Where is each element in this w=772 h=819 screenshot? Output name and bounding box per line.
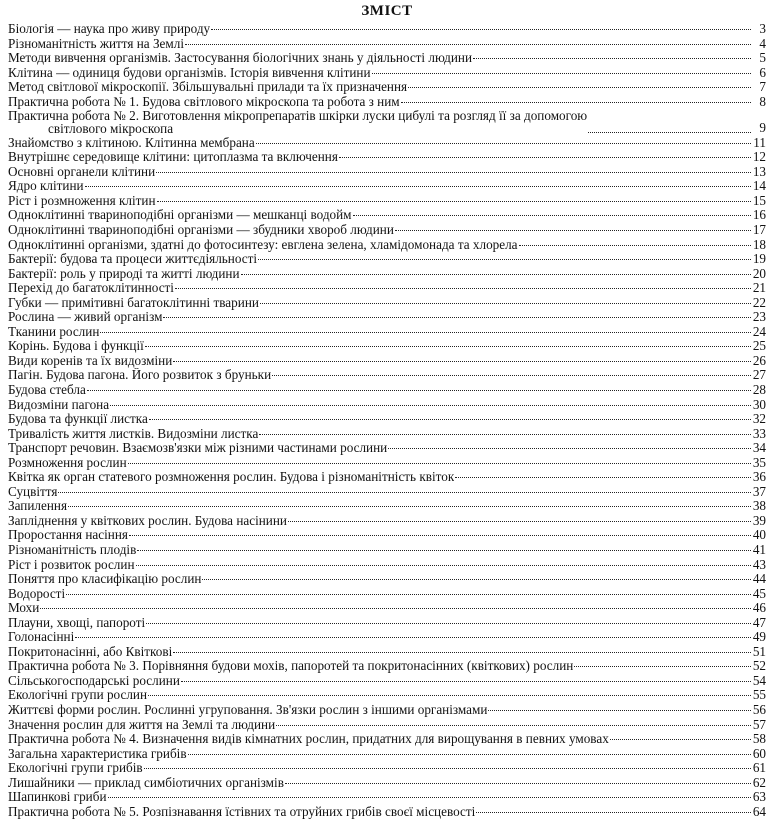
toc-entry-page-number: 30	[752, 396, 766, 412]
toc-entry-title-line: Сільськогосподарські рослини	[8, 673, 180, 688]
toc-entry-title-line: Тривалість життя листків. Видозміни листка	[8, 426, 259, 441]
toc-entry-page-number: 9	[759, 120, 766, 136]
toc-entry	[8, 732, 766, 747]
toc-entry	[8, 499, 766, 514]
toc-entry-title	[8, 747, 187, 762]
toc-entry	[8, 165, 766, 180]
toc-entry-title	[8, 441, 387, 456]
toc-entry	[8, 616, 766, 631]
dot-leader	[156, 171, 751, 173]
toc-entry	[8, 339, 766, 354]
toc-entry-page-number: 20	[752, 265, 766, 281]
toc-entry-title-line: Губки — примітивні багатоклітинні тварини	[8, 295, 259, 310]
toc-entry	[8, 572, 766, 587]
toc-entry-title-line: Біологія — наука про живу природу	[8, 22, 211, 36]
toc-entry-title	[8, 194, 156, 209]
dot-leader	[136, 564, 751, 566]
toc-entry-title	[8, 630, 74, 645]
toc-entry-title	[8, 805, 475, 819]
toc-entry-title-line: Пагін. Будова пагона. Його розвиток з бруньки	[8, 368, 272, 383]
toc-entry-page-number: 51	[752, 643, 766, 659]
toc-entry-title-line: Запліднення у квіткових рослин. Будова насінини	[8, 513, 287, 528]
toc-entry-title-line: Практична робота № 5. Розпізнавання їстівних та отруйних грибів своєї місцевості	[8, 804, 476, 819]
dot-leader	[519, 244, 751, 246]
toc-entry	[8, 790, 766, 805]
toc-entry-title-line: Одноклітинні організми, здатні до фотосинтезу: евглена зелена, хламідомонада та хлорела	[8, 237, 518, 252]
toc-entry-title-line: Практична робота № 1. Будова світлового мікроскопа та робота з ним	[8, 94, 400, 109]
toc-entry-title-line: Покритонасінні, або Квіткові	[8, 644, 173, 659]
dot-leader	[241, 273, 751, 275]
toc-entry-title-line: Практична робота № 4. Визначення видів кімнатних рослин, придатних для вирощування в певних умовах	[8, 732, 609, 747]
toc-entry-page-number: 4	[759, 35, 766, 51]
toc-entry-title	[8, 587, 65, 602]
toc-entry	[8, 747, 766, 762]
toc-entry-title-line: Значення рослин для життя на Землі та людини	[8, 717, 276, 732]
toc-entry-title	[8, 150, 338, 165]
toc-entry	[8, 252, 766, 267]
toc-entry-page-number: 52	[752, 658, 766, 674]
toc-entry-page-number: 47	[752, 614, 766, 630]
toc-entry-page-number: 3	[759, 21, 766, 36]
dot-leader	[473, 57, 751, 59]
toc-entry-page-number: 35	[752, 454, 766, 470]
toc-entry	[8, 223, 766, 238]
dot-leader	[256, 142, 751, 144]
toc-entry-title	[8, 51, 472, 66]
toc-entry-title	[8, 688, 147, 703]
dot-leader	[137, 549, 751, 551]
toc-entry-title	[8, 470, 454, 485]
toc-entry-title	[8, 80, 407, 95]
toc-entry-page-number: 33	[752, 425, 766, 441]
toc-entry-title	[8, 179, 84, 194]
toc-entry	[8, 267, 766, 282]
toc-entry-title-line: Ріст і розвиток рослин	[8, 557, 135, 572]
toc-entry-title-line: Мохи	[8, 601, 40, 616]
dot-leader	[149, 418, 751, 420]
toc-entry	[8, 310, 766, 325]
toc-entry-page-number: 41	[752, 542, 766, 557]
toc-entry-title	[8, 136, 255, 151]
dot-leader	[175, 287, 751, 289]
toc-entry-title	[8, 558, 135, 573]
dot-leader	[401, 101, 751, 103]
dot-leader	[146, 622, 751, 624]
dot-leader	[75, 636, 751, 638]
dot-leader	[408, 86, 751, 88]
toc-entry	[8, 703, 766, 718]
toc-entry-title	[8, 368, 271, 383]
toc-entry-title	[8, 310, 162, 325]
dot-leader	[100, 331, 751, 333]
toc-entry-title	[8, 499, 67, 514]
toc-entry	[8, 587, 766, 602]
toc-entry-title	[8, 296, 259, 311]
toc-entry-title	[8, 543, 136, 558]
dot-leader	[145, 345, 751, 347]
dot-leader	[68, 505, 751, 507]
dot-leader	[40, 607, 751, 609]
table-of-contents	[8, 22, 766, 819]
dot-leader	[488, 709, 751, 711]
toc-entry	[8, 601, 766, 616]
toc-entry-page-number: 21	[752, 280, 766, 296]
toc-entry	[8, 398, 766, 413]
toc-entry-title-line: Різноманітність плодів	[8, 543, 137, 557]
toc-entry-title	[8, 223, 394, 238]
toc-entry-title-line: Методи вивчення організмів. Застосування біологічних знань у діяльності людини	[8, 51, 473, 66]
toc-entry-title	[8, 354, 172, 369]
toc-entry-title	[8, 703, 487, 718]
toc-entry-title-line: Поняття про класифікацію рослин	[8, 572, 202, 587]
toc-entry-title	[8, 398, 109, 413]
toc-entry-title-line: Практична робота № 3. Порівняння будови мохів, папоротей та покритонасінних (квіткових) рослин	[8, 659, 574, 674]
toc-entry-page-number: 22	[752, 294, 766, 310]
toc-entry-page-number: 37	[752, 483, 766, 499]
toc-entry-title	[8, 208, 352, 223]
toc-entry	[8, 485, 766, 500]
dot-leader	[476, 811, 751, 813]
toc-entry-title-line: Лишайники — приклад симбіотичних організмів	[8, 775, 284, 790]
toc-entry	[8, 456, 766, 471]
toc-entry-title	[8, 776, 284, 791]
toc-entry	[8, 208, 766, 223]
toc-entry-title	[8, 616, 145, 631]
toc-entry-title	[8, 109, 587, 135]
toc-entry	[8, 427, 766, 442]
toc-entry-title	[8, 456, 127, 471]
toc-entry-title	[8, 383, 86, 398]
dot-leader	[157, 200, 751, 202]
toc-entry-page-number: 11	[753, 134, 766, 150]
toc-entry-title	[8, 22, 210, 37]
dot-leader	[288, 520, 751, 522]
toc-entry-title-line: Шапинкові гриби	[8, 790, 107, 805]
toc-entry	[8, 95, 766, 110]
toc-entry-title	[8, 281, 174, 296]
toc-entry-title	[8, 645, 172, 660]
toc-entry-title-line: Основні органели клітини	[8, 164, 156, 179]
dot-leader	[181, 680, 751, 682]
dot-leader	[58, 491, 751, 493]
toc-entry-page-number: 12	[752, 149, 766, 165]
dot-leader	[372, 72, 751, 74]
toc-entry	[8, 543, 766, 558]
toc-entry-title-line: Екологічні групи грибів	[8, 761, 143, 776]
toc-entry-page-number: 25	[752, 338, 766, 354]
toc-entry	[8, 194, 766, 209]
toc-entry-title-line: Рослина — живий організм	[8, 310, 163, 325]
page-title: ЗМІСТ	[361, 3, 413, 19]
toc-entry-page-number: 43	[752, 556, 766, 572]
dot-leader	[276, 724, 751, 726]
dot-leader	[188, 753, 751, 755]
toc-entry-title-line: Загальна характеристика грибів	[8, 746, 187, 761]
dot-leader	[259, 433, 751, 435]
toc-entry	[8, 354, 766, 369]
toc-entry-title	[8, 601, 39, 616]
toc-entry	[8, 37, 766, 52]
toc-entry-title	[8, 252, 257, 267]
toc-entry-title-line: Перехід до багатоклітинності	[8, 281, 174, 296]
toc-entry-title-continuation: світлового мікроскопа	[48, 121, 174, 136]
toc-entry-page-number: 13	[752, 163, 766, 179]
toc-entry-title-line: Проростання насіння	[8, 528, 128, 543]
toc-entry	[8, 528, 766, 543]
toc-entry	[8, 674, 766, 689]
toc-entry-page-number: 64	[752, 803, 766, 819]
toc-entry	[8, 281, 766, 296]
toc-entry-title	[8, 238, 518, 253]
toc-entry-page-number: 27	[752, 367, 766, 383]
toc-entry-title-line: Бактерії: будова та процеси життєдіяльності	[8, 252, 258, 267]
dot-leader	[66, 593, 751, 595]
toc-entry-title-line: Знайомство з клітиною. Клітинна мембрана	[8, 135, 255, 150]
toc-entry-title	[8, 514, 287, 529]
toc-entry-page-number: 55	[752, 687, 766, 703]
toc-entry-title-line: Види коренів та їх видозміни	[8, 353, 173, 368]
toc-entry	[8, 383, 766, 398]
toc-entry	[8, 22, 766, 37]
toc-entry	[8, 150, 766, 165]
dot-leader	[455, 476, 751, 478]
toc-entry	[8, 136, 766, 151]
toc-entry	[8, 51, 766, 66]
dot-leader	[108, 796, 752, 798]
toc-entry-title-line: Практична робота № 2. Виготовлення мікропрепаратів шкірки луски цибулі та розгляд її за допомогою	[8, 109, 588, 124]
toc-entry-page-number: 32	[752, 411, 766, 427]
dot-leader	[128, 462, 751, 464]
dot-leader	[610, 738, 751, 740]
toc-entry-title	[8, 528, 128, 543]
dot-leader	[202, 578, 751, 580]
toc-entry-title-line: Життєві форми рослин. Рослинні угруповання. Зв'язки рослин з іншими організмами	[8, 703, 488, 718]
toc-entry-page-number: 58	[752, 731, 766, 747]
toc-entry-page-number: 36	[752, 469, 766, 485]
toc-entry-title	[8, 732, 609, 747]
toc-entry-title-line: Ядро клітини	[8, 179, 84, 194]
toc-entry-title	[8, 790, 107, 805]
toc-entry	[8, 441, 766, 456]
toc-entry-title-line: Екологічні групи рослин	[8, 688, 148, 703]
dot-leader	[173, 651, 751, 653]
toc-entry-title-line: Запилення	[8, 499, 68, 514]
toc-entry-page-number: 62	[752, 774, 766, 790]
toc-entry	[8, 805, 766, 819]
toc-entry-title	[8, 37, 184, 52]
toc-entry	[8, 412, 766, 427]
toc-entry-title-line: Розмноження рослин	[8, 455, 127, 470]
toc-entry-title-line: Будова стебла	[8, 382, 86, 397]
dot-leader	[574, 665, 751, 667]
dot-leader	[388, 447, 751, 449]
dot-leader	[185, 43, 751, 45]
toc-entry	[8, 761, 766, 776]
toc-entry-page-number: 17	[752, 221, 766, 237]
toc-entry-title-line: Внутрішнє середовище клітини: цитоплазма та включення	[8, 150, 338, 165]
toc-entry-page-number: 40	[752, 527, 766, 543]
toc-entry-title-line: Плауни, хвощі, папороті	[8, 615, 146, 630]
toc-entry-page-number: 61	[752, 760, 766, 776]
toc-entry-title-line: Метод світлової мікроскопії. Збільшувальні прилади та їх призначення	[8, 80, 408, 95]
toc-entry-title	[8, 572, 201, 587]
toc-entry-title	[8, 659, 573, 674]
toc-entry-page-number: 15	[752, 192, 766, 208]
toc-entry-page-number: 6	[759, 64, 766, 80]
toc-entry-title-line: Будова та функції листка	[8, 412, 148, 427]
toc-entry-title	[8, 427, 258, 442]
dot-leader	[258, 258, 751, 260]
dot-leader	[339, 156, 751, 158]
toc-entry-title-line: Тканини рослин	[8, 324, 100, 339]
toc-entry-title-line: Водорості	[8, 586, 66, 601]
toc-entry-page-number: 23	[752, 309, 766, 325]
toc-entry	[8, 368, 766, 383]
dot-leader	[110, 404, 751, 406]
dot-leader	[353, 214, 751, 216]
toc-entry-page-number: 5	[759, 50, 766, 66]
toc-entry-title	[8, 95, 400, 110]
toc-entry	[8, 80, 766, 95]
dot-leader	[144, 767, 751, 769]
toc-entry-title-line: Одноклітинні твариноподібні організми — збудники хвороб людини	[8, 222, 394, 237]
toc-entry-title	[8, 718, 275, 733]
toc-entry-page-number: 8	[759, 93, 766, 109]
toc-entry-title-line: Ріст і розмноження клітин	[8, 193, 156, 208]
toc-entry-title	[8, 485, 57, 500]
toc-entry	[8, 645, 766, 660]
toc-entry-page-number: 38	[752, 498, 766, 514]
toc-entry-page-number: 49	[752, 629, 766, 645]
toc-entry-title	[8, 339, 144, 354]
toc-entry	[8, 718, 766, 733]
dot-leader	[173, 360, 751, 362]
toc-entry	[8, 688, 766, 703]
toc-entry-title-line: Різноманітність життя на Землі	[8, 36, 184, 51]
toc-entry	[8, 558, 766, 573]
dot-leader	[272, 374, 751, 376]
toc-entry	[8, 659, 766, 674]
toc-entry-title	[8, 761, 143, 776]
dot-leader	[129, 534, 751, 536]
dot-leader	[395, 229, 751, 231]
dot-leader	[211, 28, 751, 30]
toc-entry-page-number: 16	[752, 207, 766, 223]
toc-entry	[8, 630, 766, 645]
toc-entry-page-number: 39	[752, 512, 766, 528]
toc-entry	[8, 514, 766, 529]
toc-entry-page-number: 14	[752, 178, 766, 194]
toc-entry-title	[8, 674, 180, 689]
toc-entry-page-number: 34	[752, 440, 766, 456]
toc-entry-title	[8, 66, 371, 81]
toc-entry-title-line: Клітина — одиниця будови організмів. Історія вивчення клітини	[8, 65, 371, 80]
toc-entry	[8, 238, 766, 253]
dot-leader	[148, 694, 751, 696]
toc-entry-title	[8, 325, 99, 340]
toc-entry	[8, 66, 766, 81]
toc-entry-title	[8, 412, 148, 427]
toc-entry-title-line: Суцвіття	[8, 484, 58, 499]
toc-entry-title-line: Голонасінні	[8, 630, 75, 645]
dot-leader	[285, 782, 751, 784]
toc-entry-title-line: Видозміни пагона	[8, 397, 110, 412]
toc-entry-title	[8, 267, 240, 282]
toc-entry	[8, 179, 766, 194]
toc-entry-page-number: 63	[752, 789, 766, 805]
toc-entry-title-line: Бактерії: роль у природі та житті людини	[8, 266, 240, 281]
toc-entry	[8, 296, 766, 311]
toc-entry	[8, 325, 766, 340]
toc-entry	[8, 109, 766, 135]
toc-entry-title-line: Корінь. Будова і функції	[8, 339, 144, 354]
toc-entry-title	[8, 165, 155, 180]
dot-leader	[260, 302, 751, 304]
toc-entry-page-number: 19	[752, 251, 766, 267]
toc-entry-page-number: 60	[752, 745, 766, 761]
toc-entry-page-number: 44	[752, 571, 766, 587]
dot-leader	[588, 131, 751, 133]
dot-leader	[87, 389, 751, 391]
toc-entry-page-number: 26	[752, 352, 766, 368]
dot-leader	[163, 316, 751, 318]
toc-entry-page-number: 46	[752, 600, 766, 616]
toc-entry	[8, 776, 766, 791]
toc-entry-page-number: 24	[752, 323, 766, 339]
toc-entry-title-line: Квітка як орган статевого розмноження рослин. Будова і різноманітність квіток	[8, 470, 455, 485]
toc-entry-page-number: 7	[759, 79, 766, 95]
toc-entry-page-number: 56	[752, 702, 766, 718]
toc-entry-page-number: 45	[752, 585, 766, 601]
toc-entry-page-number: 57	[752, 716, 766, 732]
toc-entry-title-line: Одноклітинні твариноподібні організми — мешканці водойм	[8, 208, 352, 223]
toc-entry-page-number: 54	[752, 672, 766, 688]
dot-leader	[85, 185, 751, 187]
toc-entry-page-number: 18	[752, 236, 766, 252]
toc-entry-page-number: 28	[752, 381, 766, 397]
toc-entry	[8, 470, 766, 485]
toc-entry-title-line: Транспорт речовин. Взаємозв'язки між різними частинами рослини	[8, 441, 388, 456]
